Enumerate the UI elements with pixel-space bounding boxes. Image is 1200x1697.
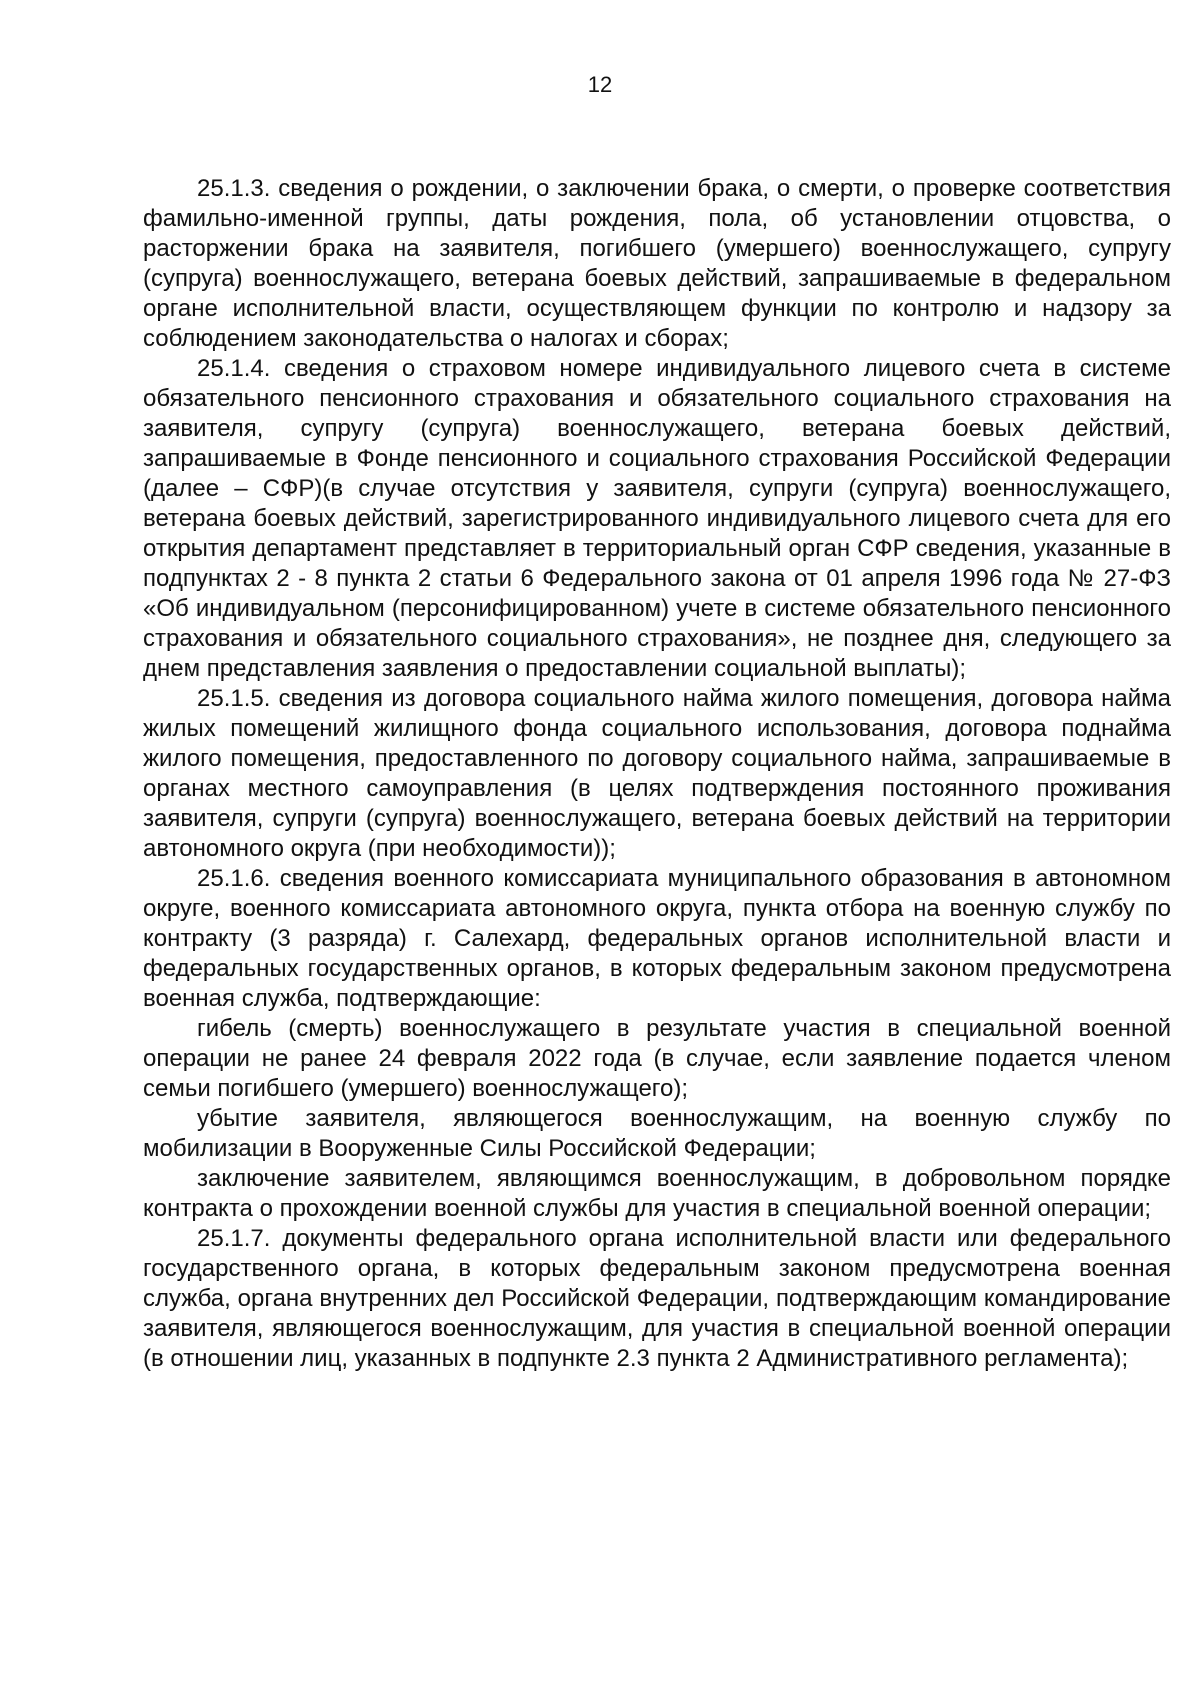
paragraph-25-1-5: 25.1.5. сведения из договора социального найма жилого помещения, договора найма жилых помещений жилищного фонда социального использования, договора поднайма жилого помещения, предоставленного по договору социального найма, запрашиваемые в органах местного самоуправления (в целях подтверждения постоянного проживания заявителя, супруги (супруга) военнослужащего, ветерана боевых действий на территории автономного округа (при необходимости)); <box>143 685 1171 862</box>
paragraph-contract: заключение заявителем, являющимся военнослужащим, в добровольном порядке контракта о прохождении военной службы для участия в специальной военной операции; <box>143 1165 1171 1222</box>
page-number: 12 <box>587 72 613 97</box>
paragraph-death-confirmation: гибель (смерть) военнослужащего в результате участия в специальной военной операции не ранее 24 февраля 2022 года (в случае, если заявление подается членом семьи погибшего (умершего) военнослужащего); <box>143 1015 1171 1102</box>
paragraph-25-1-3: 25.1.3. сведения о рождении, о заключении брака, о смерти, о проверке соответствия фамильно-именной группы, даты рождения, пола, об установлении отцовства, о расторжении брака на заявителя, погибшего (умершего) военнослужащего, супругу (супруга) военнослужащего, ветерана боевых действий, запрашиваемые в федеральном органе исполнительной власти, осуществляющем функции по контролю и надзору за соблюдением законодательства о налогах и сборах; <box>143 175 1171 352</box>
paragraph-25-1-6: 25.1.6. сведения военного комиссариата муниципального образования в автономном округе, военного комиссариата автономного округа, пункта отбора на военную службу по контракту (3 разряда) г. Салехард, федеральных органов исполнительной власти и федеральных государственных органов, в которых федеральным законом предусмотрена военная служба, подтверждающие: <box>143 865 1171 1012</box>
paragraph-25-1-4: 25.1.4. сведения о страховом номере индивидуального лицевого счета в системе обязательного пенсионного страхования и обязательного социального страхования на заявителя, супругу (супруга) военнослужащего, ветерана боевых действий, запрашиваемые в Фонде пенсионного и социального страхования Российской Федерации (далее – СФР)(в случае отсутствия у заявителя, супруги (супруга) военнослужащего, ветерана боевых действий, зарегистрированного индивидуального лицевого счета для его открытия департамент представляет в территориальный орган СФР сведения, указанные в подпунктах 2 - 8 пункта 2 статьи 6 Федерального закона от 01 апреля 1996 года № 27-ФЗ «Об индивидуальном (персонифицированном) учете в системе обязательного пенсионного страхования и обязательного социального страхования», не позднее дня, следующего за днем представления заявления о предоставлении социальной выплаты); <box>143 355 1171 682</box>
paragraph-mobilization: убытие заявителя, являющегося военнослужащим, на военную службу по мобилизации в Вооруженные Силы Российской Федерации; <box>143 1105 1171 1162</box>
paragraph-25-1-7: 25.1.7. документы федерального органа исполнительной власти или федерального государственного органа, в которых федеральным законом предусмотрена военная служба, органа внутренних дел Российской Федерации, подтверждающим командирование заявителя, являющегося военнослужащим, для участия в специальной военной операции (в отношении лиц, указанных в подпункте 2.3 пункта 2 Административного регламента); <box>143 1225 1171 1372</box>
document-body <box>143 174 1171 1374</box>
